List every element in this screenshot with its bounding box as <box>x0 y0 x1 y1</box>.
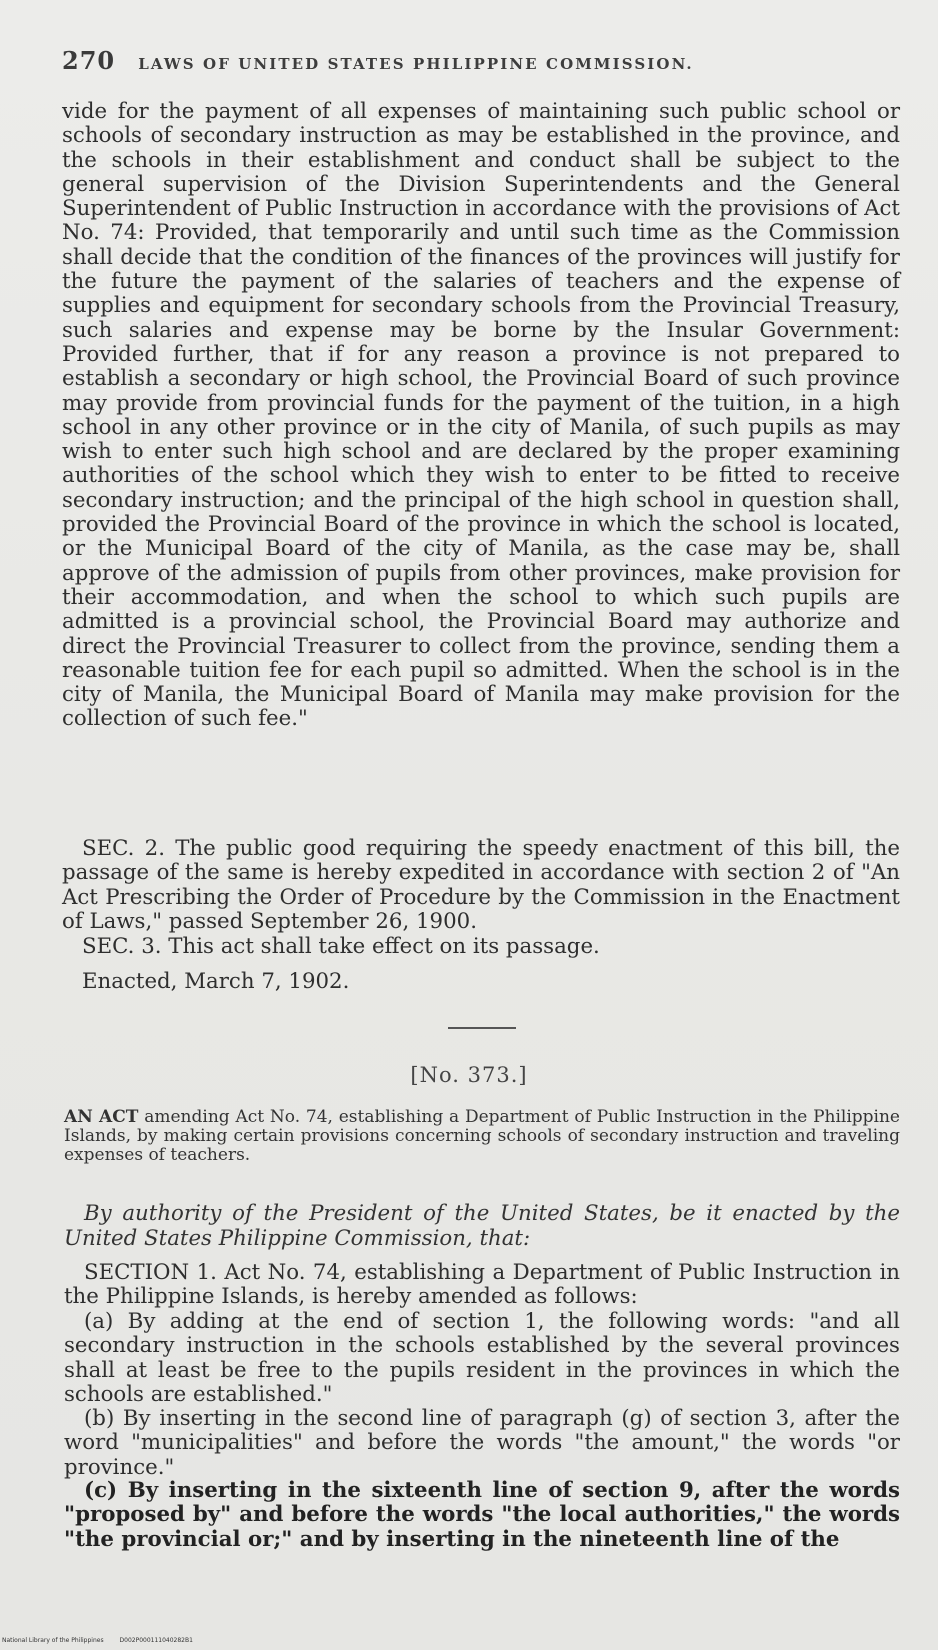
act-title <box>64 1108 900 1165</box>
enacting-clause: By authority of the President of the United States, be it enacted by the United States Philippine Commission, that: <box>64 1201 900 1251</box>
section-divider-rule <box>448 1027 516 1029</box>
section-2-text: SEC. 2. The public good requiring the speedy enactment of this bill, the passage of the same is hereby expedited in accordance with section 2 of "An Act Prescribing the Order of Procedure by the Commission in the Enactment of Laws," passed September 26, 1900. <box>62 836 900 934</box>
act-number: [No. 373.] <box>410 1063 528 1087</box>
act-title-lead: AN ACT <box>64 1107 139 1127</box>
clause-b <box>64 1407 900 1480</box>
clause-c-text: (c) By inserting in the sixteenth line of section 9, after the words "proposed by" and before the words "the local authorities," the words "the provincial or;" and by inserting in the nineteenth line of the <box>64 1478 900 1552</box>
running-head: LAWS OF UNITED STATES PHILIPPINE COMMISSION. <box>138 55 694 73</box>
clause-a <box>64 1310 900 1407</box>
enacted-text: Enacted, March 7, 1902. <box>82 969 350 994</box>
section-3 <box>62 935 900 959</box>
section-3-text: SEC. 3. This act shall take effect on its passage. <box>82 934 600 959</box>
footer-library: National Library of the Philippines <box>2 1637 104 1644</box>
continuation-text: vide for the payment of all expenses of maintaining such public school or schools of secondary instruction as may be established in the province, and the schools in their establishment and conduct shall be subject to the general supervision of the Division Superintendents and the General Superintendent of Public Instruction in accordance with the provisions of Act No. 74: Provided, that temporarily and until such time as the Commission shall decide that the condition of the finances of the provinces will justify for the future the payment of the salaries of teachers and the expense of supplies and equipment for secondary schools from the Provincial Treasury, such salaries and expense may be borne by the Insular Government: Provided further, that if for any reason a province is not prepared to establish a secondary or high school, the Provincial Board of such province may provide from provincial funds for the payment of the tuition, in a high school in any other province or in the city of Manila, of such pupils as may wish to enter such high school and are declared by the proper examining authorities of the school which they wish to enter to be fitted to receive secondary instruction; and the principal of the high school in question shall, provided the Provincial Board of the province in which the school is located, or the Municipal Board of the city of Manila, as the case may be, shall approve of the admission of pupils from other provinces, make provision for their accommodation, and when the school to which such pupils are admitted is a provincial school, the Provincial Board may authorize and direct the Provincial Treasurer to collect from the province, sending them a reasonable tuition fee for each pupil so admitted. When the school is in the city of Manila, the Municipal Board of Manila may make provision for the collection of such fee." <box>62 99 900 732</box>
page-number: 270 <box>62 46 116 75</box>
enacted-date <box>62 970 900 994</box>
footer-id: D002P000111040282B1 <box>119 1637 193 1644</box>
page-header <box>62 46 822 78</box>
clause-a-text: (a) By adding at the end of section 1, the following words: "and all secondary instruction in the schools established by the several provinces shall at least be free to the pupils resident in the provinces in which the schools are established." <box>64 1309 900 1407</box>
continuation-paragraph <box>62 100 900 732</box>
section-1-text: SECTION 1. Act No. 74, establishing a Department of Public Instruction in the Philippine Islands, is hereby amended as follows: <box>64 1260 900 1310</box>
clause-b-text: (b) By inserting in the second line of paragraph (g) of section 3, after the word "municipalities" and before the words "the amount," the words "or province." <box>64 1406 900 1480</box>
section-1 <box>64 1261 900 1310</box>
scan-footer <box>2 1637 207 1644</box>
section-2 <box>62 837 900 934</box>
act-title-text: amending Act No. 74, establishing a Department of Public Instruction in the Philippine Islands, by making certain provisions concerning schools of secondary instruction and traveling expenses of teachers. <box>64 1107 900 1165</box>
clause-c <box>64 1479 900 1552</box>
